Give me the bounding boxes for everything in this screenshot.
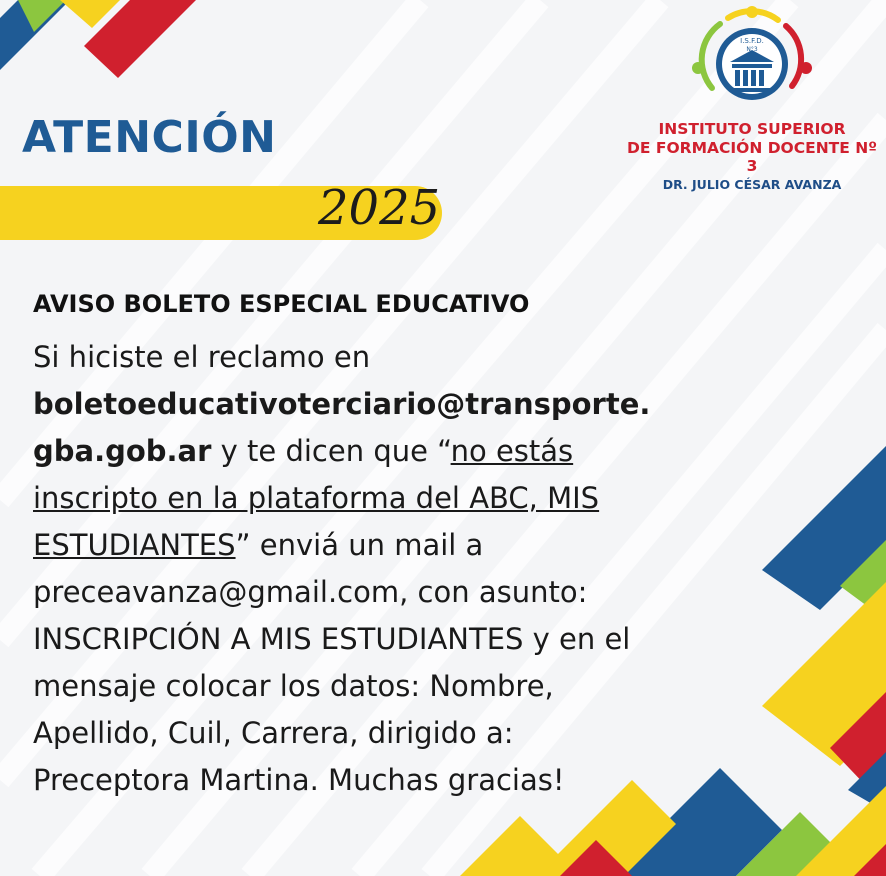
claim-email-part2: gba.gob.ar [33, 434, 212, 468]
notice-intro: Si hiciste el reclamo en [33, 340, 371, 374]
quote-part2: inscripto en la plataforma del ABC, MIS [33, 481, 600, 515]
notice-body [33, 334, 793, 804]
year-label: 2025 [318, 180, 441, 236]
page-title: ATENCIÓN [22, 112, 277, 163]
notice-send: ” enviá un mail a [235, 528, 484, 562]
claim-email-part1: boletoeducativoterciario@transporte. [33, 387, 651, 421]
closing-line: Preceptora Martina. Muchas gracias! [33, 763, 565, 797]
institute-director-name: DR. JULIO CÉSAR AVANZA [662, 176, 842, 192]
svg-text:I.S.F.D.: I.S.F.D. [740, 37, 764, 45]
contact-email-line: preceavanza@gmail.com, con asunto: [33, 575, 588, 609]
notice-title: AVISO BOLETO ESPECIAL EDUCATIVO [33, 290, 530, 318]
institute-name [624, 120, 880, 192]
institute-name-line1: INSTITUTO SUPERIOR [658, 120, 846, 138]
institute-logo [682, 2, 822, 118]
required-data-line2: Apellido, Cuil, Carrera, dirigido a: [33, 716, 514, 750]
quote-part3: ESTUDIANTES [33, 528, 236, 562]
quote-part1: no estás [450, 434, 574, 468]
institute-name-line2: DE FORMACIÓN DOCENTE Nº 3 [627, 138, 877, 176]
required-data-line1: mensaje colocar los datos: Nombre, [33, 669, 554, 703]
notice-they-say: y te dicen que “ [211, 434, 451, 468]
subject-line: INSCRIPCIÓN A MIS ESTUDIANTES y en el [33, 622, 631, 656]
svg-text:N°3: N°3 [746, 46, 758, 53]
